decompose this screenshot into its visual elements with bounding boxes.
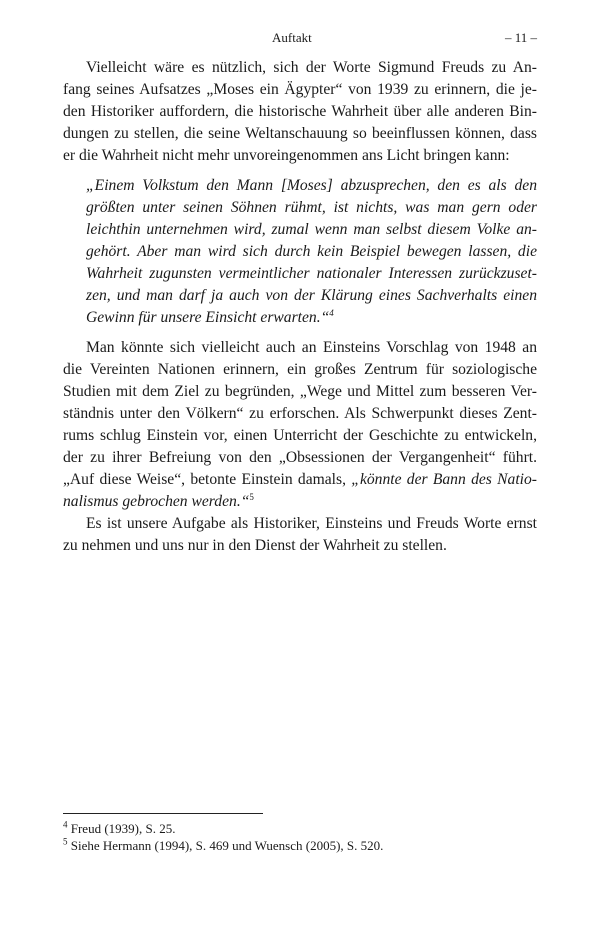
paragraph-3-line: zu nehmen und uns nur in den Dienst der Wahrheit zu stellen. [63, 537, 447, 554]
paragraph-2-line: der zu ihrer Befreiung von den „Obsessionen der Vergangenheit“ führt. [63, 449, 537, 466]
quote-line: zen, und man darf ja auch von der Klärung eines Sachverhalts einen [86, 287, 537, 304]
footnote-5 [63, 838, 383, 854]
footnote-number: 4 [63, 819, 68, 830]
quote-line: gehört. Aber man wird sich durch kein Beispiel bewegen lassen, die [86, 243, 537, 260]
page-number: – 11 – [505, 30, 538, 45]
footnote-4 [63, 821, 175, 837]
footnote-text: Siehe Hermann (1994), S. 469 und Wuensch (2005), S. 520. [67, 838, 384, 853]
paragraph-1-line: fang seines Aufsatzes „Moses ein Ägypter“ von 1939 zu erinnern, die je- [63, 81, 537, 98]
paragraph-1-line: den Historiker auffordern, die historische Wahrheit über alle anderen Bin- [63, 103, 537, 120]
footnote-separator [63, 813, 263, 814]
paragraph-2-italic-quote: „könnte der Bann des Natio- [351, 471, 537, 488]
quote-line: Wahrheit zugunsten vermeintlicher nationaler Interessen zurückzuset- [86, 265, 537, 282]
quote-line: „Einem Volkstum den Mann [Moses] abzusprechen, den es als den [86, 177, 537, 194]
paragraph-2-line: ständnis unter den Völkern“ zu erforschen. Als Schwerpunkt dieses Zent- [63, 405, 537, 422]
paragraph-3-line: Es ist unsere Aufgabe als Historiker, Einsteins und Freuds Worte ernst [86, 515, 537, 532]
paragraph-2-line-mixed [63, 470, 537, 490]
footnote-ref-5[interactable]: 5 [249, 491, 254, 502]
quote-line: größten unter seinen Söhnen rühmt, ist nichts, was man gern oder [86, 199, 537, 216]
paragraph-2-line: die Vereinten Nationen erinnern, ein großes Zentrum für soziologische [63, 361, 537, 378]
paragraph-1-line: dungen zu stellen, die seine Weltanschauung so beeinflussen können, dass [63, 125, 537, 142]
paragraph-2-line: Studien mit dem Ziel zu begründen, „Wege und Mittel zum besseren Ver- [63, 383, 537, 400]
paragraph-1-line: Vielleicht wäre es nützlich, sich der Worte Sigmund Freuds zu An- [86, 59, 537, 76]
footnote-text: Freud (1939), S. 25. [67, 821, 176, 836]
paragraph-2-plain-text: „Auf diese Weise“, betonte Einstein damals, [63, 471, 352, 488]
footnote-number: 5 [63, 836, 68, 847]
paragraph-2-line: Man könnte sich vielleicht auch an Einsteins Vorschlag von 1948 an [86, 339, 537, 356]
paragraph-2-italic-quote: nalismus gebrochen werden.“ [63, 493, 250, 510]
running-header-title: Auftakt [272, 30, 312, 45]
paragraph-2-line: rums schlug Einstein vor, einen Unterricht der Geschichte zu entwickeln, [63, 427, 537, 444]
paragraph-2-line-last [63, 492, 537, 512]
quote-line: leichthin unternehmen wird, zumal wenn man selbst diesem Volke an- [86, 221, 537, 238]
quote-line-last [86, 308, 537, 328]
paragraph-1-line: er die Wahrheit nicht mehr unvoreingenommen ans Licht bringen kann: [63, 147, 510, 164]
footnote-ref-4[interactable]: 4 [329, 307, 334, 318]
quote-text: Gewinn für unsere Einsicht erwarten.“ [86, 309, 330, 326]
